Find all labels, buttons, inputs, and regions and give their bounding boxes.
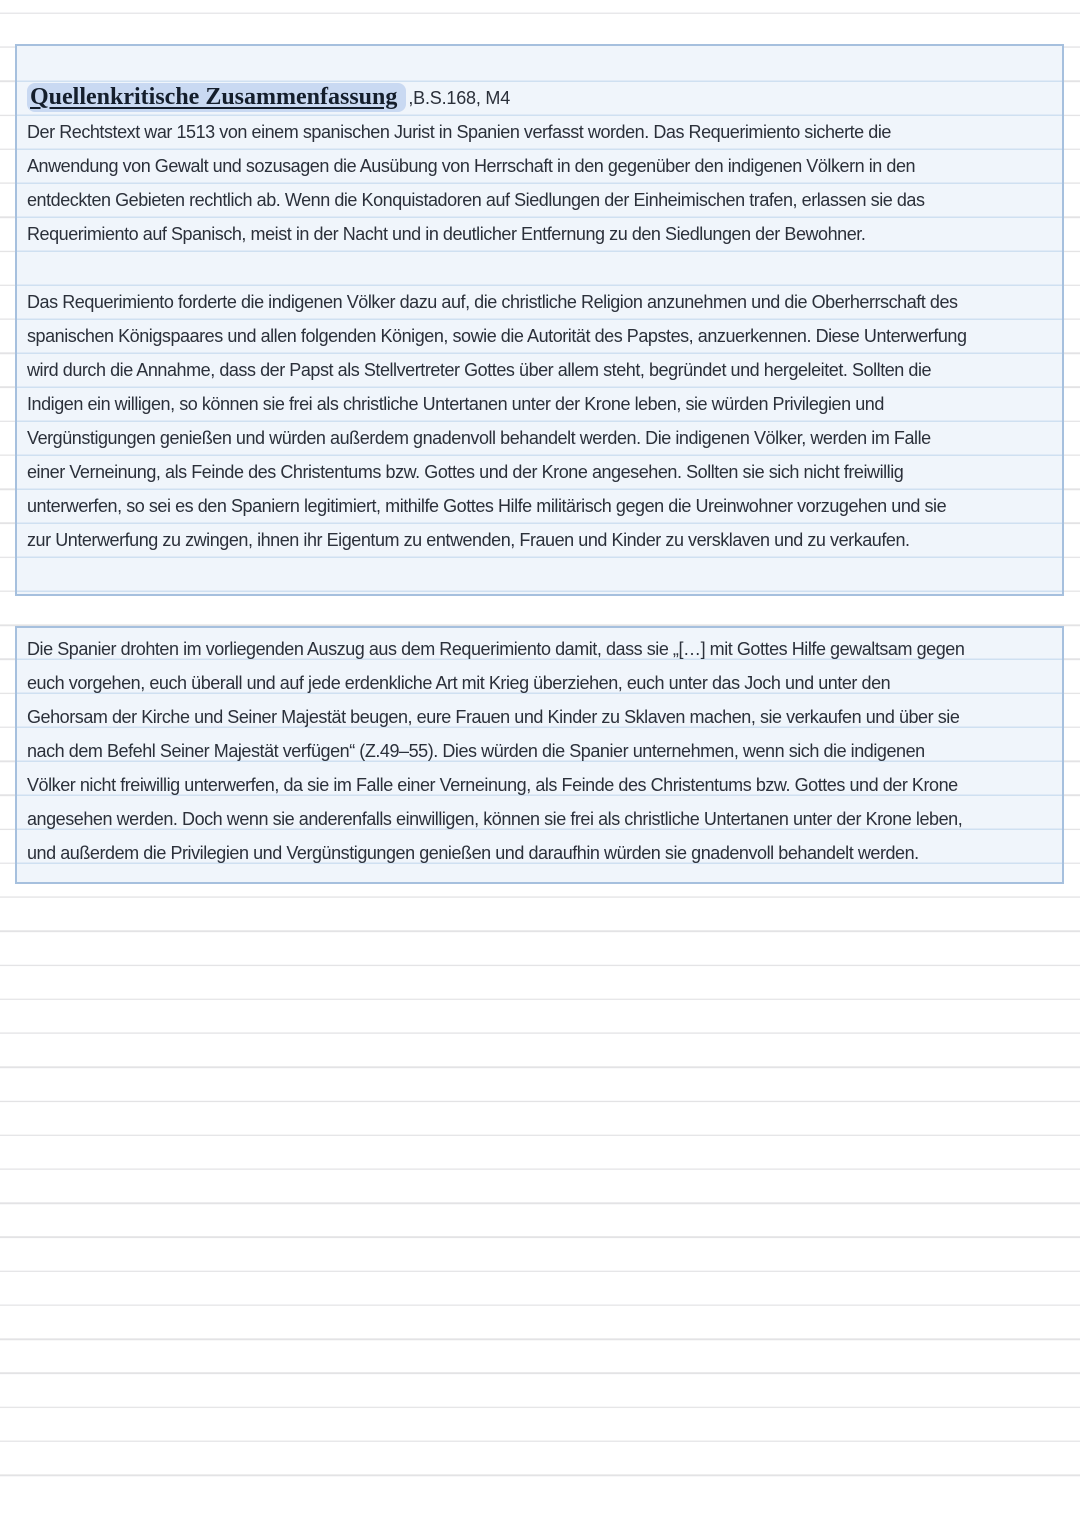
text-line: entdeckten Gebieten rechtlich ab. Wenn die Konquistadoren auf Siedlungen der Einheimischen trafen, erlassen sie das [27,190,925,210]
summary-paragraph-1 [27,116,1054,252]
text-line: unterwerfen, so sei es den Spaniern legitimiert, mithilfe Gottes Hilfe militärisch gegen die Ureinwohner vorzugehen und sie [27,496,947,516]
text-line: euch vorgehen, euch überall und auf jede erdenkliche Art mit Krieg überziehen, euch unter das Joch und unter den [27,673,891,693]
text-line: Vergünstigungen genießen und würden außerdem gnadenvoll behandelt werden. Die indigenen Völker, werden im Falle [27,428,931,448]
quote-analysis-paragraph [27,633,1054,871]
text-line: Anwendung von Gewalt und sozusagen die Ausübung von Herrschaft in den gegenüber den indigenen Völkern in den [27,156,916,176]
text-line: Völker nicht freiwillig unterwerfen, da sie im Falle einer Verneinung, als Feinde des Christentums bzw. Gottes und der Krone [27,775,958,795]
text-line: Requerimiento auf Spanisch, meist in der Nacht und in deutlicher Entfernung zu den Siedlungen der Bewohner. [27,224,866,244]
text-line: nach dem Befehl Seiner Majestät verfügen“ (Z.49–55). Dies würden die Spanier unternehmen, wenn sich die indigenen [27,741,925,761]
text-line: Das Requerimiento forderte die indigenen Völker dazu auf, die christliche Religion anzunehmen und die Oberherrschaft des [27,292,958,312]
summary-paragraph-2 [27,286,1054,558]
quote-analysis-box [15,626,1064,884]
source-reference: ,B.S.168, M4 [408,88,511,108]
text-line: angesehen werden. Doch wenn sie anderenfalls einwilligen, können sie frei als christliche Untertanen unter der Krone leben, [27,809,963,829]
summary-box [15,44,1064,596]
text-line: Gehorsam der Kirche und Seiner Majestät beugen, eure Frauen und Kinder zu Sklaven machen, sie verkaufen und über sie [27,707,960,727]
text-line: Indigen ein willigen, so können sie frei als christliche Untertanen unter der Krone leben, sie würden Privilegien und [27,394,884,414]
page-title: Quellenkritische Zusammenfassung [27,83,406,112]
text-line: Die Spanier drohten im vorliegenden Auszug aus dem Requerimiento damit, dass sie „[…] mit Gottes Hilfe gewaltsam gegen [27,639,965,659]
text-line: zur Unterwerfung zu zwingen, ihnen ihr Eigentum zu entwenden, Frauen und Kinder zu versklaven und zu verkaufen. [27,530,910,550]
text-line: einer Verneinung, als Feinde des Christentums bzw. Gottes und der Krone angesehen. Sollten sie sich nicht freiwillig [27,462,904,482]
text-line: und außerdem die Privilegien und Vergünstigungen genießen und daraufhin würden sie gnadenvoll behandelt werden. [27,843,919,863]
text-line: wird durch die Annahme, dass der Papst als Stellvertreter Gottes über allem steht, begründet und hergeleitet. Sollten die [27,360,932,380]
heading-row [27,82,1054,116]
text-line: Der Rechtstext war 1513 von einem spanischen Jurist in Spanien verfasst worden. Das Requerimiento sicherte die [27,122,891,142]
paragraph-spacer [27,252,1054,286]
text-line: spanischen Königspaares und allen folgenden Königen, sowie die Autorität des Papstes, anzuerkennen. Diese Unterwerfung [27,326,967,346]
